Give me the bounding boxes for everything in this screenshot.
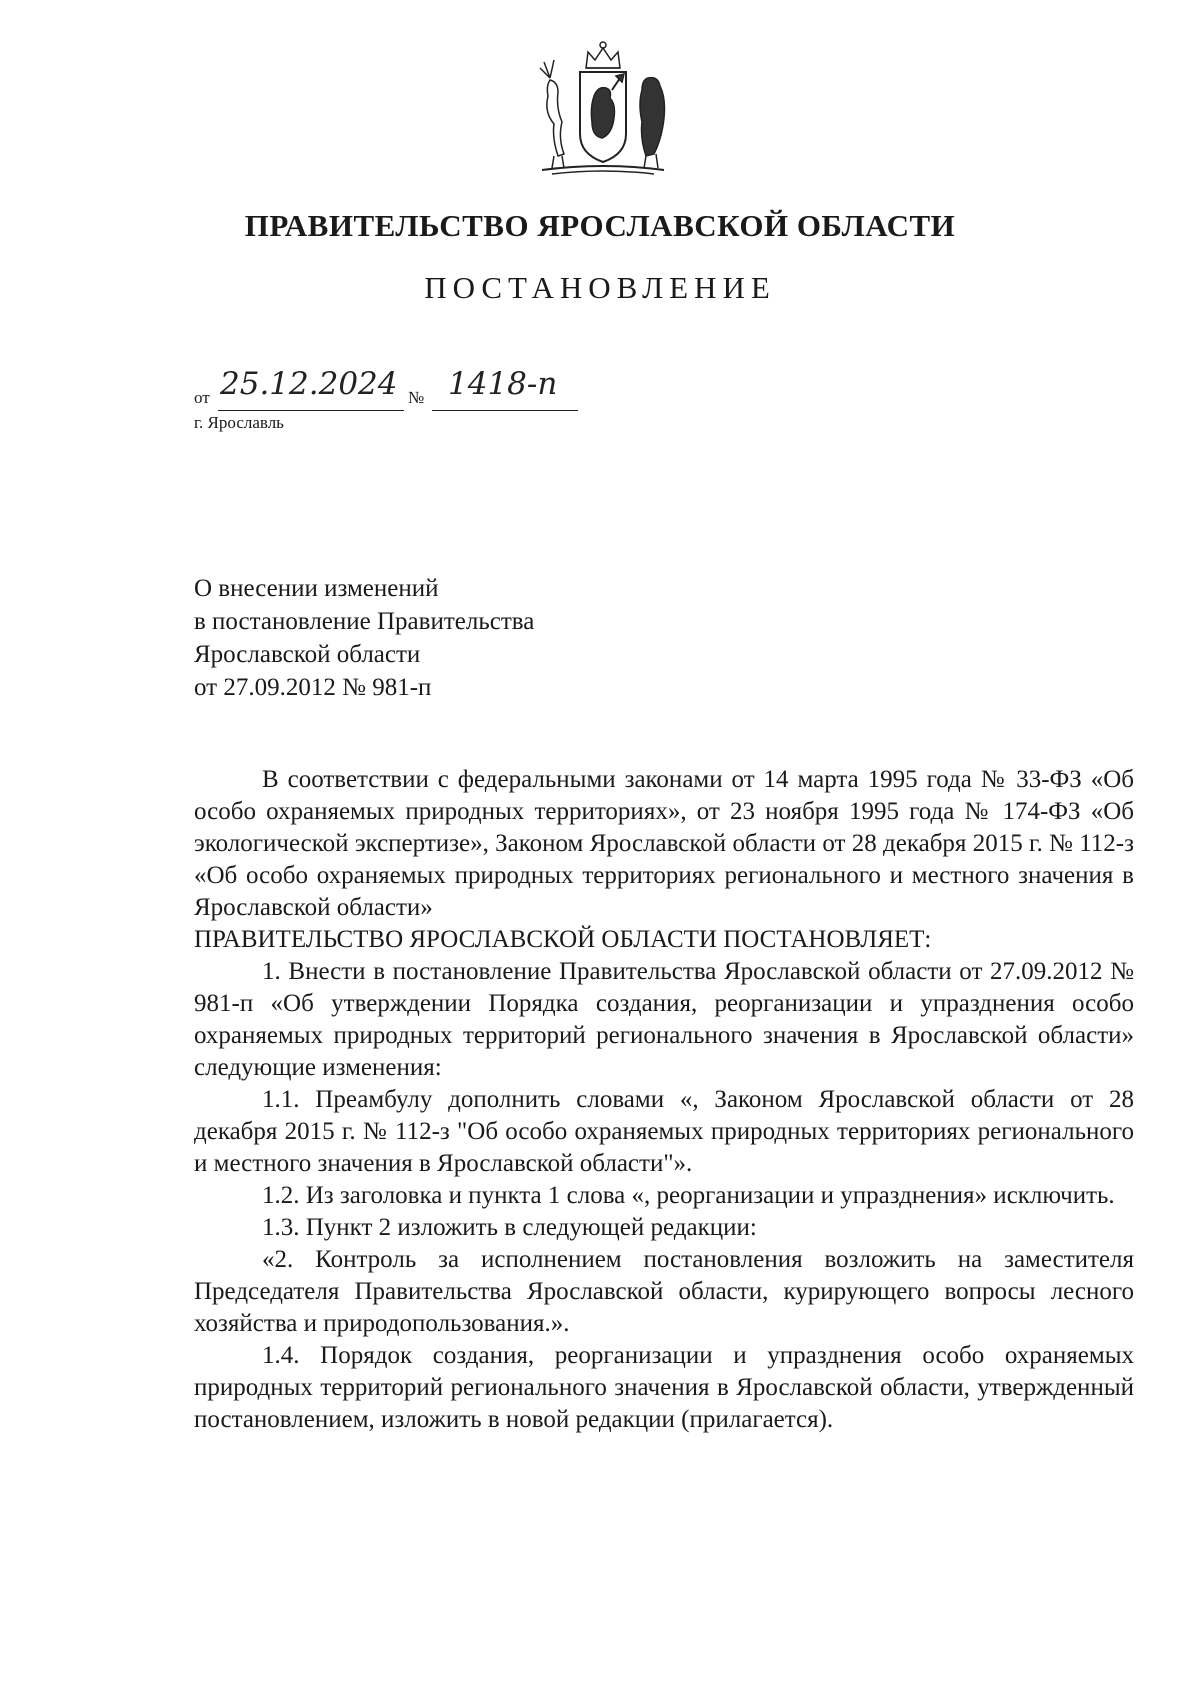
item-paragraph: 1.2. Из заголовка и пункта 1 слова «, реорганизации и упразднения» исключить.	[262, 1182, 1115, 1209]
item-paragraph: 1.4. Порядок создания, реорганизации и упразднения особо охраняемых природных территорий регионального значения в Ярославской области, утвержденный постановлением, изложить в новой редакции (прилагается).	[194, 1342, 1134, 1433]
item-paragraph: 1.1. Преамбулу дополнить словами «, Законом Ярославской области от 28 декабря 2015 г. № 112-з "Об особо охраняемых природных территориях регионального и местного значения в Ярославской области"».	[194, 1086, 1134, 1177]
handwritten-number: 1418-п	[448, 366, 558, 402]
subject-line: в постановление Правительства	[194, 608, 535, 635]
item-paragraph: 1.3. Пункт 2 изложить в следующей редакции:	[262, 1214, 757, 1241]
preamble-paragraph: В соответствии с федеральными законами от 14 марта 1995 года № 33-ФЗ «Об особо охраняемых природных территориях», от 23 ноября 1995 года № 174-ФЗ «Об экологической экспертизе», Законом Ярославской области от 28 декабря 2015 г. № 112-з «Об особо охраняемых природных территориях регионального и местного значения в Ярославской области»	[194, 766, 1134, 921]
subject-line: от 27.09.2012 № 981-п	[194, 674, 432, 701]
subject-line: Ярославской области	[194, 641, 421, 668]
date-prefix: от	[194, 388, 210, 407]
city-line: г. Ярославль	[194, 413, 284, 432]
item-paragraph: 1. Внести в постановление Правительства Ярославской области от 27.09.2012 № 981-п «Об утверждении Порядка создания, реорганизации и упразднения особо охраняемых природных территорий регионального значения в Ярославской области» следующие изменения:	[194, 958, 1134, 1081]
item-paragraph: «2. Контроль за исполнением постановления возложить на заместителя Председателя Правительства Ярославской области, курирующего вопросы лесного хозяйства и природопользования.».	[194, 1246, 1134, 1337]
document-type: ПОСТАНОВЛЕНИЕ	[424, 270, 776, 305]
number-prefix: №	[408, 388, 425, 407]
document-subject	[194, 572, 714, 704]
handwritten-date: 25.12.2024	[220, 366, 398, 402]
date-underline	[218, 410, 404, 411]
document-body	[194, 764, 1134, 1436]
decree-line: ПРАВИТЕЛЬСТВО ЯРОСЛАВСКОЙ ОБЛАСТИ ПОСТАНОВЛЯЕТ:	[194, 926, 932, 953]
authority-title: ПРАВИТЕЛЬСТВО ЯРОСЛАВСКОЙ ОБЛАСТИ	[244, 208, 956, 243]
subject-line: О внесении изменений	[194, 575, 439, 602]
coat-of-arms-emblem	[528, 38, 678, 183]
number-underline	[432, 410, 578, 411]
